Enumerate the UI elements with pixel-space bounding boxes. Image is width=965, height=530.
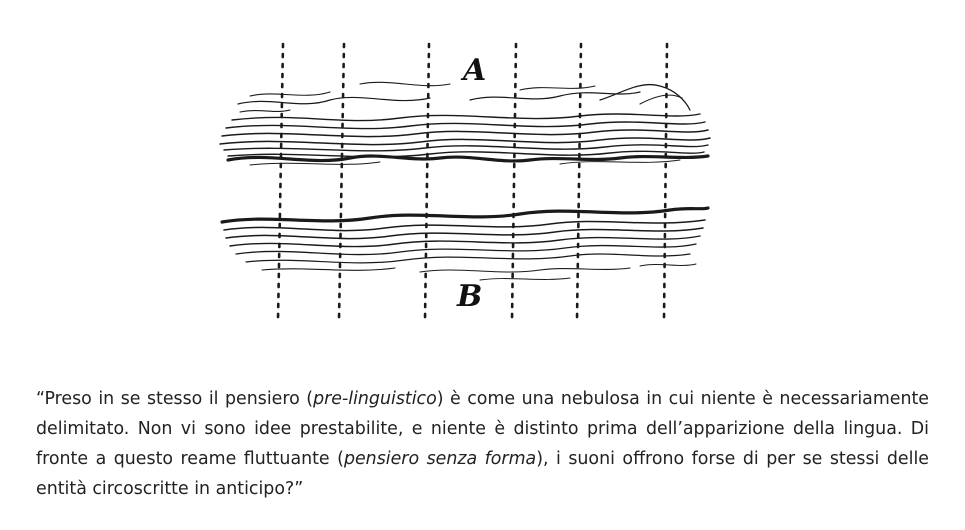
- quote-part-3: ), i suoni offrono forse di per se stessi delle entità circoscritte in anticipo?”: [36, 449, 929, 500]
- saussure-quote: [36, 384, 929, 504]
- quote-part-1: “Preso in se stesso il pensiero (: [36, 389, 314, 410]
- quote-emphasis-2: pensiero senza forma: [343, 449, 537, 470]
- quote-part-2: ) è come una nebulosa in cui niente è necessariamente delimitato. Non vi sono idee prestabilite, e niente è distinto prima dell’apparizione della lingua. Di fronte a questo reame fluttuante (: [36, 389, 930, 470]
- label-b: B: [457, 279, 483, 314]
- label-a: A: [463, 53, 487, 88]
- quote-emphasis-1: pre-linguistico: [313, 389, 437, 410]
